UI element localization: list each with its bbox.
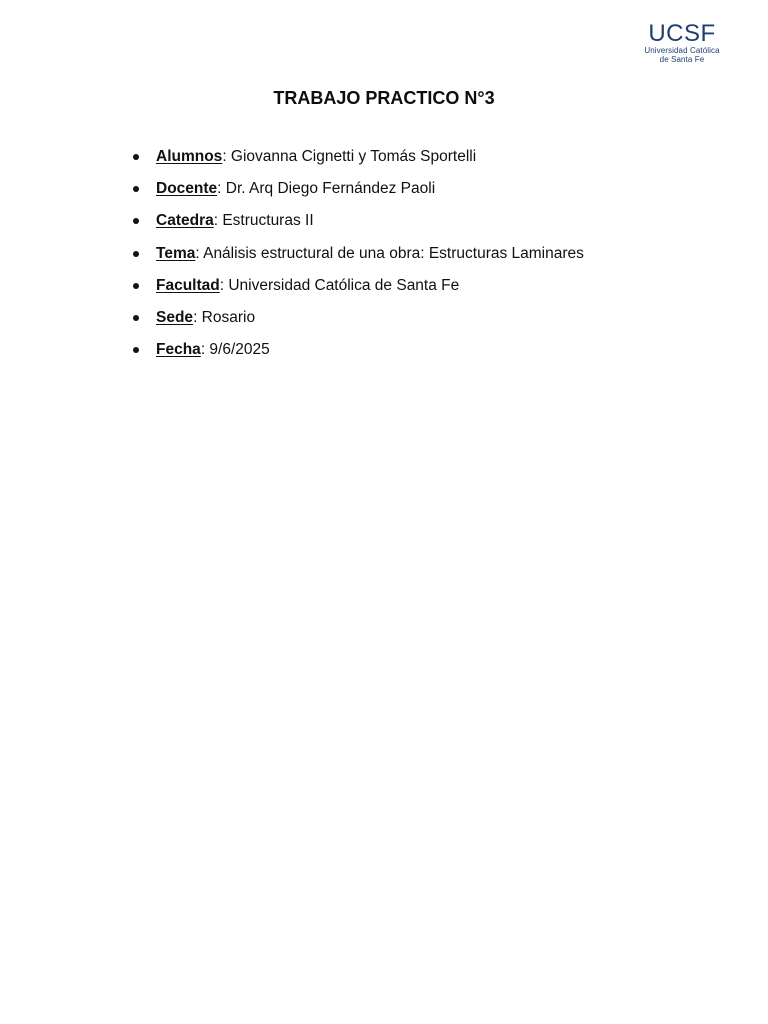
item-value: : Universidad Católica de Santa Fe	[219, 276, 460, 294]
item-value: : Dr. Arq Diego Fernández Paoli	[217, 180, 436, 198]
bullet-icon	[133, 315, 139, 321]
bullet-icon	[133, 154, 139, 160]
item-label: Tema	[156, 244, 196, 262]
item-value: : Rosario	[193, 308, 256, 326]
document-title: TRABAJO PRACTICO N°3	[273, 88, 495, 108]
list-item-alumnos	[130, 146, 730, 178]
item-value: : 9/6/2025	[200, 341, 270, 359]
list-item-tema	[130, 243, 730, 275]
item-label: Catedra	[156, 212, 214, 230]
logo-mark: UCSF	[648, 20, 716, 47]
info-list	[130, 146, 730, 371]
item-label: Sede	[156, 308, 194, 326]
logo-line-1: Universidad Católica	[644, 46, 720, 55]
item-value: : Análisis estructural de una obra: Estructuras Laminares	[195, 244, 584, 262]
logo-line-2: de Santa Fe	[659, 55, 705, 64]
list-item-sede	[130, 307, 730, 339]
item-value: : Estructuras II	[213, 212, 314, 230]
university-logo	[640, 22, 724, 64]
bullet-icon	[133, 283, 139, 289]
bullet-icon	[133, 347, 139, 353]
item-label: Facultad	[156, 276, 220, 294]
list-item-docente	[130, 178, 730, 210]
list-item-fecha	[130, 339, 730, 371]
list-item-catedra	[130, 210, 730, 242]
bullet-icon	[133, 251, 139, 257]
bullet-icon	[133, 218, 139, 224]
bullet-icon	[133, 186, 139, 192]
item-value: : Giovanna Cignetti y Tomás Sportelli	[222, 148, 477, 165]
item-label: Docente	[156, 180, 218, 198]
item-label: Alumnos	[156, 148, 223, 165]
list-item-facultad	[130, 275, 730, 307]
item-label: Fecha	[156, 341, 201, 359]
